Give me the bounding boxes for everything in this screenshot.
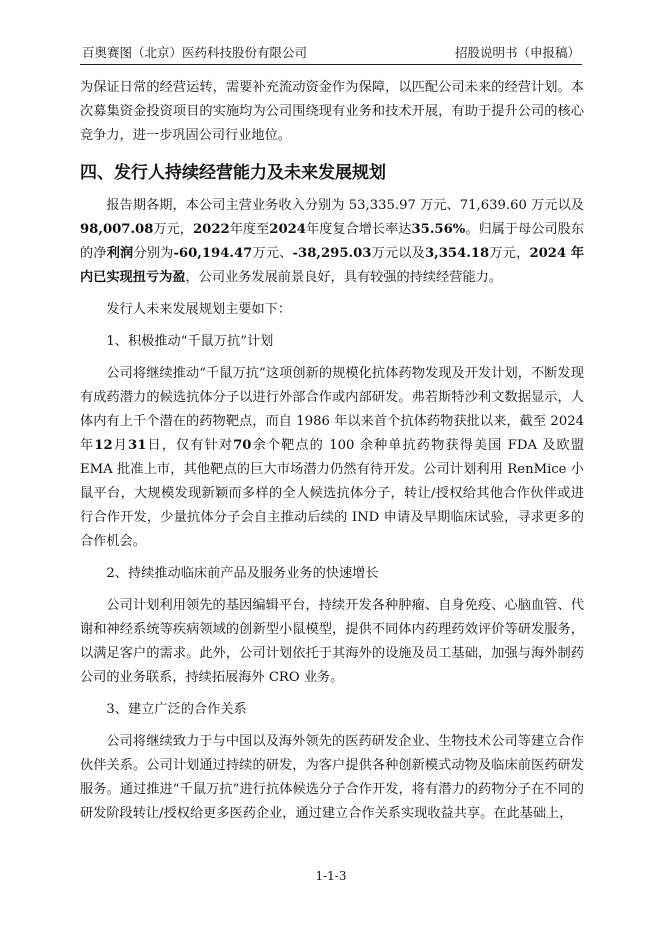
text-run: 余个靶点的 100 余种单抗药物获得美国 FDA 及欧盟 EMA 批准上市，其他靶点的巨大市场潜力仍然有待开发。公司计划利用 RenMice 小鼠平台，大规模发现新颖而多样的全人候选抗体分子，转让/授权给其他合作伙伴或进行合作开发，少量抗体分子会自主推动后续的 IND 申请及早期临床试验，寻求更多的合作机会。 [80, 438, 585, 549]
bold-run: 利润 [106, 246, 134, 261]
text-run: 万元， [489, 246, 530, 261]
text-run: 年度复合增长率达 [305, 222, 412, 237]
bold-run: 70 [233, 438, 252, 453]
header-document-type: 招股说明书（申报稿） [454, 45, 580, 60]
bold-run: 12 [94, 438, 113, 453]
text-run: ，公司业务发展前景良好，具有较强的持续经营能力。 [185, 270, 502, 285]
item-2-paragraph: 公司计划利用领先的基因编辑平台，持续开发各种肿瘤、自身免疫、心脑血管、代谢和神经系统等疾病领域的创新型小鼠模型，提供不同体内药理药效评价等研发服务，以满足客户的需求。此外，公司计划依托于其海外的设施及员工基础，加强与海外制药公司的业务联系，持续拓展海外 CRO 业务。 [80, 598, 584, 685]
item-1-paragraph [80, 362, 584, 554]
page-number: 1-1-3 [315, 869, 347, 883]
text-run: 。归属于母公司股东的净 [80, 222, 584, 261]
bold-run: 35.56% [411, 222, 466, 237]
text-run: 万元、 [252, 246, 293, 261]
text-run: 日，仅有针对 [146, 438, 234, 453]
subheading-2: 2、持续推动临床前产品及服务业务的快速增长 [106, 566, 379, 581]
intro-paragraph: 为保证日常的经营运转，需要补充流动资金作为保障，以匹配公司未来的经营计划。本次募集资金投资项目的实施均为公司围绕现有业务和技术开展，有助于提升公司的核心竞争力，进一步巩固公司行业地位。 [80, 80, 584, 143]
item-3-paragraph: 公司将继续致力于与中国以及海外领先的医药研发企业、生物技术公司等建立合作伙伴关系。公司计划通过持续的研发，为客户提供各种创新模式动物及临床前医药研发服务。通过推进“千鼠万抗”进行抗体候选分子合作开发，将有潜力的药物分子在不同的研发阶段转让/授权给更多医药企业，通过建立合作关系实现收益共享。在此基础上， [80, 734, 584, 821]
text-run: 月 [112, 438, 129, 453]
text-run: 万元以及 [371, 246, 425, 261]
page-content [80, 76, 584, 826]
plan-intro-paragraph: 发行人未来发展规划主要如下： [106, 302, 292, 317]
bold-run: 2022 [192, 222, 230, 237]
subheading-1: 1、积极推动“千鼠万抗”计划 [106, 334, 274, 349]
bold-run: 3,354.18 [424, 246, 490, 261]
header-company-name: 百奥赛图（北京）医药科技股份有限公司 [82, 45, 308, 60]
subheading-3: 3、建立广泛的合作关系 [106, 702, 247, 717]
text-run: 年度至 [229, 222, 270, 237]
text-run: 报告期各期，本公司主营业务收入分别为 53,335.97 万元、71,639.60 万元以及 [106, 198, 584, 213]
revenue-paragraph [80, 194, 584, 290]
bold-run: -38,295.03 [292, 246, 372, 261]
text-run: 分别为 [133, 246, 174, 261]
bold-run: 98,007.08 [80, 222, 154, 237]
bold-run: 2024 年内已实现扭亏为盈 [80, 246, 585, 285]
bold-run: 31 [128, 438, 147, 453]
text-run: 公司将继续推动“千鼠万抗”这项创新的规模化抗体药物发现及开发计划，不断发现有成药潜力的候选抗体分子以进行外部合作或内部研发。弗若斯特沙利文数据显示，人体内有上千个潜在的药物靶点，而自 1986 年以来首个抗体药物获批以来，截至 2024 年 [80, 366, 584, 453]
text-run: 万元， [153, 222, 193, 237]
section-title: 四、发行人持续经营能力及未来发展规划 [80, 163, 386, 183]
bold-run: 2024 [269, 222, 306, 237]
bold-run: -60,194.47 [173, 246, 253, 261]
page-header [80, 44, 582, 65]
